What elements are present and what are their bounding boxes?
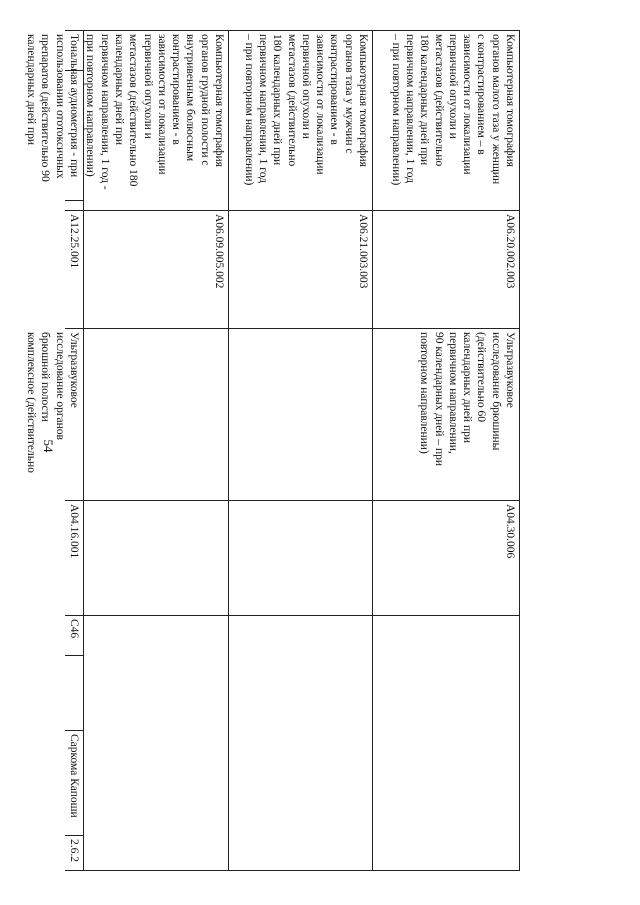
service-name-cell: Компьютерная томография органов таза у мужчин с контрастированием - в зависимости от локализации первичной опухоли и метастазов (действительно 180 календарных дней при первичном направлении, 1 год – при повторном направлении): [242, 34, 369, 186]
column-divider: [65, 210, 520, 211]
service-code-cell: A06.09.005.002: [213, 214, 225, 289]
service-name-cell: Ультразвуковое исследование брюшины (действительно 60 календарных дней при первичном направлении, 90 календарных дней – при повторном направлении): [418, 332, 516, 467]
service-code-cell: A04.16.001: [68, 504, 80, 559]
column-divider: [65, 835, 84, 836]
service-code-cell: A04.30.006: [504, 504, 516, 559]
row-divider: [372, 30, 373, 870]
disease-name-cell: Саркома Капоши: [68, 734, 80, 818]
service-code-cell: A06.20.002.003: [504, 214, 516, 289]
service-code-cell: A06.21.003.003: [357, 214, 369, 289]
service-name-cell: Тональная аудиометрия - при использовании ототоксичных препаратов (действительно 90 календарных дней при: [25, 34, 80, 182]
column-divider: [65, 730, 84, 731]
row-divider: [228, 30, 229, 870]
service-code-cell: A12.25.001: [68, 214, 80, 269]
column-divider: [65, 615, 520, 616]
column-divider: [65, 655, 84, 656]
service-name-cell: Компьютерная томография органов грудной полости с внутривенным болюсным контрастированием - в зависимости от локализации первичной опухоли и метастазов (действительно 180 календарных дней при первичном направлении, 1 год - при повторном направлении): [84, 34, 225, 190]
table-border-right: [65, 870, 520, 871]
icd-code-cell: C46: [68, 619, 80, 639]
row-number-cell: 2.6.2: [68, 839, 80, 862]
column-divider: [65, 500, 520, 501]
table-border-top: [519, 30, 520, 870]
page-number: 54: [41, 439, 56, 453]
empty-cell: [65, 200, 82, 210]
service-name-cell: Компьютерная томография органов малого таза у женщин с контрастированием – в зависимости от локализации первичной опухоли и метастазов (действительно 180 календарных дней при первичном направлении, 1 год – при повторном направлении): [389, 34, 516, 186]
service-name-cell: Ультразвуковое исследование органов брюшной полости комплексное (действительно: [25, 332, 80, 473]
